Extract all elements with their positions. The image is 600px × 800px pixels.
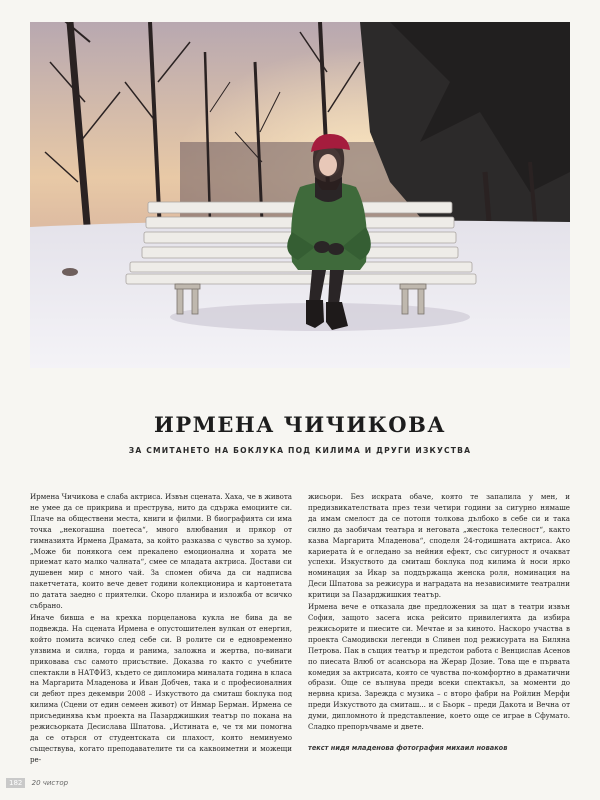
article-body — [30, 492, 570, 764]
paragraph: жисьори. Без искрата обаче, която те запалила у мен, и предизвикателствата през тези четири години за сигурно нямаше да имам смелост да се потопя толкова дълбоко в себе си и така силно да заобичам театъра и неговата „жестока телесност“, както казва Маргарита Младенова“, споделя 24-годишната актриса. Ако кариерата ѝ е огледано за нейния ефект, със сигурност я очакват успехи. Изкуството да смиташ боклука под килима ѝ носи ярко номинация за Икар за поддържаща женска роля, номинация на Деси Шпатова за режисура и наградата на независимите театрални критици за Пазарджишкия театър. — [308, 492, 570, 600]
article-title: ИРМЕНА ЧИЧИКОВА — [154, 412, 446, 437]
paragraph: Ирмена Чичикова е слаба актриса. Извън сцената. Хаха, че в живота не умее да се прикрива и преструва, нито да сдържа емоциите си. Плаче на обществени места, книги и филми. В биографията си има точка „некогашна поетеса“, много влюбвания и прякор от гимназията Ирмена Драмата, за който разказва с чувство за хумор. „Може би понякога сем прекалено емоционална и хората ме приемат като малко чалната“, смее се младата актриса. Достави си душевен мир с много чай. За спомен обича да си надписва пакетчетата, които вече девет години колекционира и картонетата по датата заедно с приятелки. Скоро планира и изложба от всичко събрано. — [30, 492, 292, 611]
paragraph: Иначе бивша е на крехка порцеланова кукла не бива да ве подвежда. На сцената Ирмена е опустошителен вулкан от енергия, който помита всичко след себе си. В ролите си е едновременно уязвима и силна, горда и ранима, заложна и жертва, по-винаги приковава със самото присъствие. Доказва го както с учебните спектакли в НАТФИЗ, където се дипломира миналата година в класа на Маргарита Младенова и Иван Добчев, така и с професионалния си дебют през декември 2008 – Изкуството да смиташ боклука под килима (Сцени от един семеен живот) от Инмар Берман. Ирмена се присъединява към проекта на Пазарджишкия театър по покана на режисьорката Десислава Шпатова. „Истината е, че тя ми помогна да се отърся от студентската си плахост, която неминуемо съществува, когато преподавателите ти са каквоиметни и можещи ре- — [30, 612, 292, 764]
magazine-name: 20 чистор — [31, 779, 69, 787]
page-footer — [6, 779, 68, 787]
article-credits: текст нидя младенова фотография михаил новаков — [308, 743, 508, 752]
column-right — [308, 492, 570, 760]
winter-park-bench-photo — [30, 22, 570, 368]
column-left — [30, 492, 292, 764]
page-number: 182 — [6, 778, 25, 788]
hero-photo — [30, 22, 570, 368]
paragraph: Ирмена вече е отказала две предложения за щат в театри извън София, защото засега иска рейсито привилегията да избира режисьорите и пиесите си. Мечтае и за киното. Наскоро участва в проекта Самодивски легенди в Сливен под режисурата на Биляна Петрова. Пак в същия театър и предстои работа с Венцислав Асенов по пиесата Влюб от асансьора на Жерар Дозие. Това ще е първата комедия за актрисата, която се чувства по-комфортно в драматични образи. Още се вълнува преди всеки спектакъл, за моменти до нервна криза. Зарежда с музика – с второ фабри на Ройлин Мерфи преди Изкуството да смиташ... и с Бьорк – преди Дакота и Вечна от думи, дипломното ѝ представление, което още се играе в Сфумато. Сладко препоръчваме и двете. — [308, 602, 570, 732]
article-subtitle: ЗА СМИТАНЕТО НА БОКЛУКА ПОД КИЛИМА И ДРУГИ ИЗКУСТВА — [128, 446, 472, 455]
